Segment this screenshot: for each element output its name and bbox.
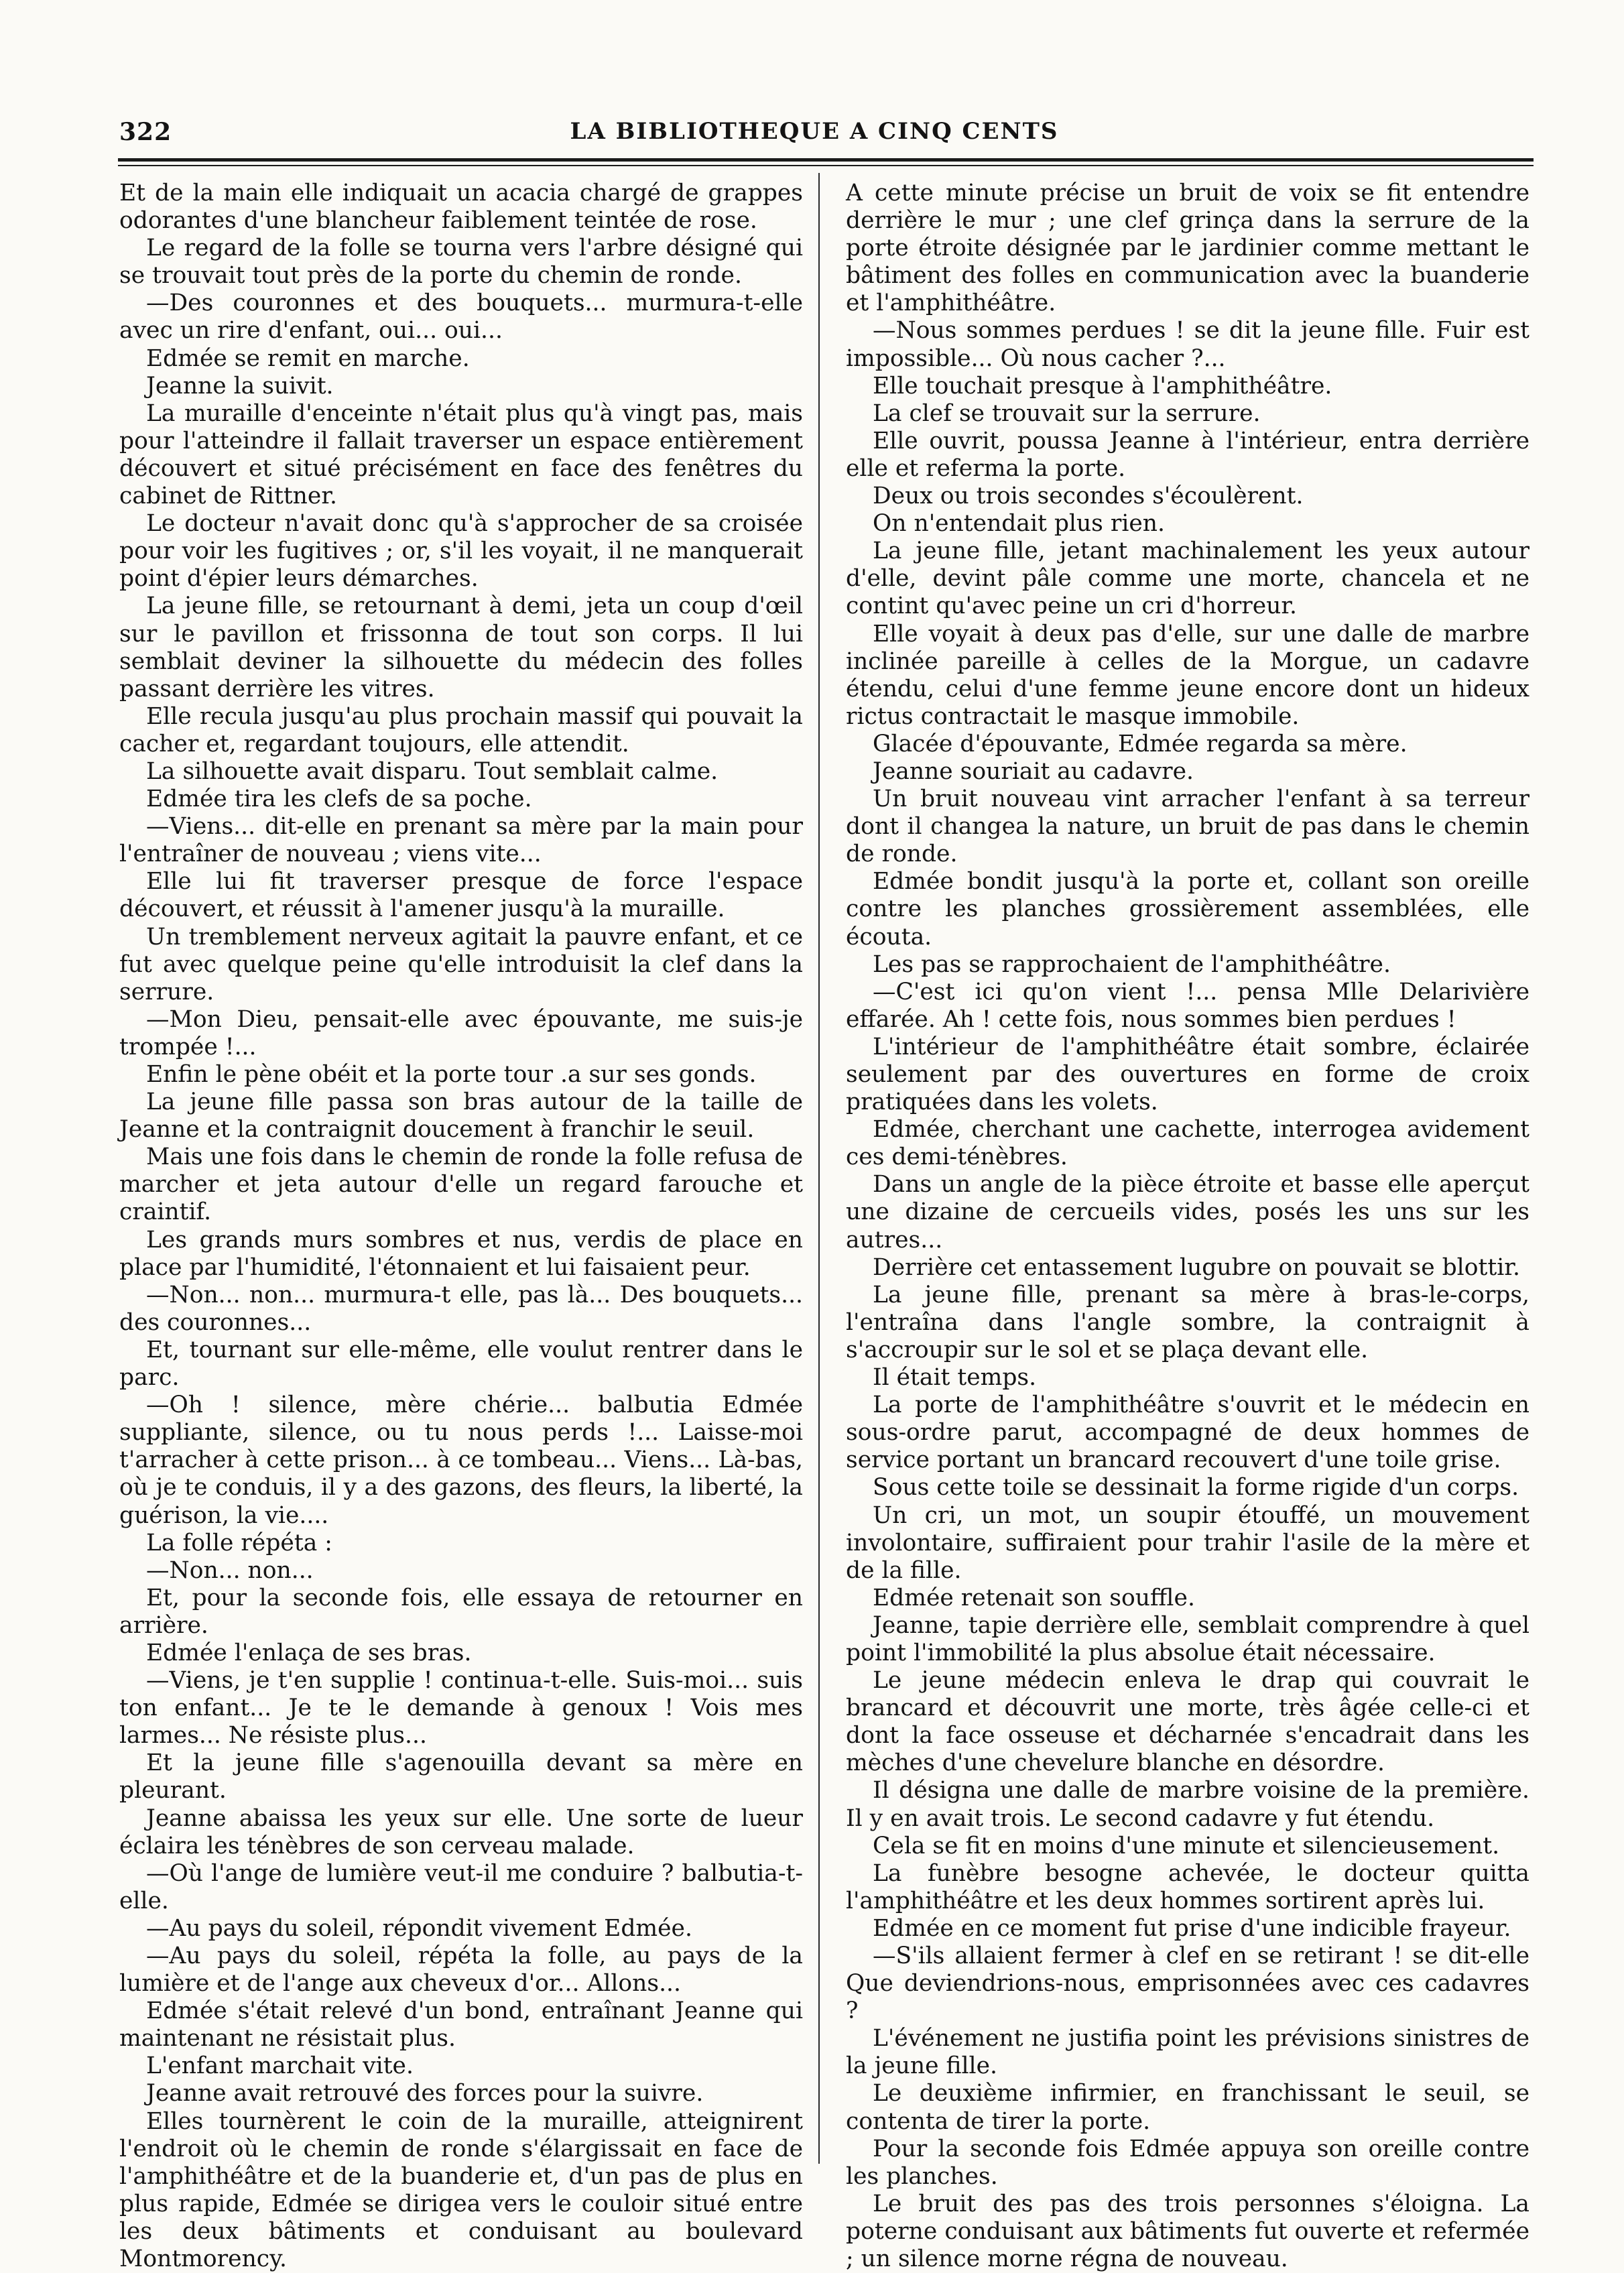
paragraph: Edmée bondit jusqu'à la porte et, collant son oreille contre les planches grossièrement assemblées, elle écouta. — [846, 868, 1529, 950]
paragraph: Les pas se rapprochaient de l'amphithéâtre. — [873, 950, 1391, 978]
paragraph: Et, pour la seconde fois, elle essaya de retourner en arrière. — [119, 1584, 803, 1639]
paragraph: La silhouette avait disparu. Tout semblait calme. — [146, 757, 719, 785]
paragraph: —Des couronnes et des bouquets... murmura-t-elle avec un rire d'enfant, oui... oui... — [119, 290, 803, 345]
paragraph: Deux ou trois secondes s'écoulèrent. — [873, 483, 1304, 510]
paragraph: Elle touchait presque à l'amphithéâtre. — [873, 372, 1332, 400]
header-rule-thick — [118, 158, 1534, 162]
paragraph: On n'entendait plus rien. — [873, 510, 1165, 538]
paragraph: Dans un angle de la pièce étroite et basse elle aperçut une dizaine de cercueils vides, posés les uns sur les autres... — [846, 1171, 1529, 1253]
paragraph: Elle ouvrit, poussa Jeanne à l'intérieur, entra derrière elle et referma la porte. — [846, 427, 1529, 482]
paragraph: Mais une fois dans le chemin de ronde la folle refusa de marcher et jeta autour d'elle un regard farouche et craintif. — [119, 1144, 803, 1226]
paragraph: Enfin le pène obéit et la porte tour .a sur ses gonds. — [146, 1061, 757, 1088]
paragraph: Sous cette toile se dessinait la forme rigide d'un corps. — [873, 1474, 1519, 1501]
left-column — [119, 180, 803, 2273]
paragraph: Le deuxième infirmier, en franchissant le seuil, se contenta de tirer la porte. — [846, 2080, 1529, 2135]
paragraph: Jeanne souriait au cadavre. — [873, 757, 1194, 785]
paragraph: La muraille d'enceinte n'était plus qu'à vingt pas, mais pour l'atteindre il fallait traverser un espace entièrement découvert et situé précisément en face des fenêtres du cabinet de Rittner. — [119, 400, 803, 510]
paragraph: Le bruit des pas des trois personnes s'éloigna. La poterne conduisant aux bâtiments fut ouverte et refermée ; un silence morne régna de nouveau. — [846, 2190, 1529, 2273]
paragraph: La jeune fille, prenant sa mère à bras-le-corps, l'entraîna dans l'angle sombre, la contraignit à s'accroupir sur le sol et se plaça devant elle. — [846, 1281, 1529, 1363]
running-title: LA BIBLIOTHEQUE A CINQ CENTS — [570, 118, 1059, 145]
page-header — [114, 118, 1515, 156]
paragraph: Edmée s'était relevé d'un bond, entraînant Jeanne qui maintenant ne résistait plus. — [119, 1998, 803, 2052]
paragraph: —Oh ! silence, mère chérie... balbutia Edmée suppliante, silence, ou tu nous perds !... Laisse-moi t'arracher à cette prison... à ce tombeau... Viens... Là-bas, où je te conduis, il y a des gazons, des fleurs, la liberté, la guérison, la vie.... — [119, 1392, 803, 1529]
paragraph: Et de la main elle indiquait un acacia chargé de grappes odorantes d'une blancheur faiblement teintée de rose. — [119, 180, 803, 235]
paragraph: La jeune fille passa son bras autour de la taille de Jeanne et la contraignit doucement à franchir le seuil. — [119, 1089, 803, 1144]
header-rule-thin — [118, 165, 1534, 166]
paragraph: Elles tournèrent le coin de la muraille, atteignirent l'endroit où le chemin de ronde s'élargissait en face de l'amphithéâtre et de la buanderie et, d'un pas de plus en plus rapide, Edmée se dirigea vers le couloir situé entre les deux bâtiments et conduisant au boulevard Montmorency. — [119, 2107, 803, 2273]
paragraph: La jeune fille, se retournant à demi, jeta un coup d'œil sur le pavillon et frissonna de tout son corps. Il lui semblait deviner la silhouette du médecin des folles passant derrière les vitres. — [119, 593, 803, 702]
paragraph: Elle lui fit traverser presque de force l'espace découvert, et réussit à l'amener jusqu'à la muraille. — [119, 868, 803, 923]
paragraph: Edmée retenait son souffle. — [873, 1584, 1195, 1611]
paragraph: Elle recula jusqu'au plus prochain massif qui pouvait la cacher et, regardant toujours, elle attendit. — [119, 702, 803, 757]
paragraph: —Viens, je t'en supplie ! continua-t-elle. Suis-moi... suis ton enfant... Je te le demande à genoux ! Vois mes larmes... Ne résiste plus... — [119, 1667, 803, 1749]
paragraph: L'événement ne justifia point les prévisions sinistres de la jeune fille. — [846, 2025, 1529, 2080]
paragraph: L'intérieur de l'amphithéâtre était sombre, éclairée seulement par des ouvertures en forme de croix pratiquées dans les volets. — [846, 1033, 1529, 1116]
paragraph: —Nous sommes perdues ! se dit la jeune fille. Fuir est impossible... Où nous cacher ?... — [846, 317, 1529, 372]
paragraph: Et la jeune fille s'agenouilla devant sa mère en pleurant. — [119, 1749, 803, 1804]
paragraph: Jeanne, tapie derrière elle, semblait comprendre à quel point l'immobilité la plus absolue était nécessaire. — [846, 1611, 1529, 1666]
page-number: 322 — [119, 118, 172, 146]
paragraph: Le regard de la folle se tourna vers l'arbre désigné qui se trouvait tout près de la porte du chemin de ronde. — [119, 235, 803, 290]
paragraph: Un bruit nouveau vint arracher l'enfant à sa terreur dont il changea la nature, un bruit de pas dans le chemin de ronde. — [846, 786, 1529, 868]
paragraph: L'enfant marchait vite. — [146, 2052, 414, 2080]
right-column — [846, 180, 1529, 2273]
paragraph: Cela se fit en moins d'une minute et silencieusement. — [873, 1832, 1500, 1859]
paragraph: Jeanne avait retrouvé des forces pour la suivre. — [146, 2080, 704, 2107]
paragraph: Et, tournant sur elle-même, elle voulut rentrer dans le parc. — [119, 1336, 803, 1392]
paragraph: Edmée tira les clefs de sa poche. — [146, 786, 532, 813]
paragraph: —Non... non... — [146, 1556, 314, 1584]
paragraph: La jeune fille, jetant machinalement les yeux autour d'elle, devint pâle comme une morte, chancela et ne contint qu'avec peine un cri d'horreur. — [846, 538, 1529, 620]
paragraph: Il désigna une dalle de marbre voisine de la première. Il y en avait trois. Le second cadavre y fut étendu. — [846, 1777, 1529, 1832]
column-divider — [818, 173, 820, 2164]
paragraph: Edmée l'enlaça de ses bras. — [146, 1639, 472, 1666]
paragraph: —Viens... dit-elle en prenant sa mère par la main pour l'entraîner de nouveau ; viens vite... — [119, 813, 803, 868]
paragraph: Il était temps. — [873, 1364, 1037, 1392]
paragraph: Les grands murs sombres et nus, verdis de place en place par l'humidité, l'étonnaient et lui faisaient peur. — [119, 1226, 803, 1281]
paragraph: Derrière cet entassement lugubre on pouvait se blottir. — [873, 1253, 1520, 1281]
paragraph: Le docteur n'avait donc qu'à s'approcher de sa croisée pour voir les fugitives ; or, s'il les voyait, il ne manquerait point d'épier leurs démarches. — [119, 510, 803, 593]
paragraph: A cette minute précise un bruit de voix se fit entendre derrière le mur ; une clef grinça dans la serrure de la porte étroite désignée par le jardinier comme mettant le bâtiment des folles en communication avec la buanderie et l'amphithéâtre. — [846, 180, 1529, 317]
paragraph: —Au pays du soleil, répondit vivement Edmée. — [146, 1914, 692, 1942]
paragraph: —C'est ici qu'on vient !... pensa Mlle Delarivière effarée. Ah ! cette fois, nous sommes bien perdues ! — [846, 978, 1529, 1033]
paragraph: Edmée en ce moment fut prise d'une indicible frayeur. — [873, 1914, 1511, 1942]
paragraph: Glacée d'épouvante, Edmée regarda sa mère. — [873, 730, 1408, 757]
paragraph: Un cri, un mot, un soupir étouffé, un mouvement involontaire, suffiraient pour trahir l'asile de la mère et de la fille. — [846, 1501, 1529, 1584]
paragraph: —Non... non... murmura-t elle, pas là... Des bouquets... des couronnes... — [119, 1281, 803, 1336]
paragraph: Un tremblement nerveux agitait la pauvre enfant, et ce fut avec quelque peine qu'elle introduisit la clef dans la serrure. — [119, 923, 803, 1005]
paragraph: Jeanne abaissa les yeux sur elle. Une sorte de lueur éclaira les ténèbres de son cerveau malade. — [119, 1804, 803, 1859]
paragraph: —S'ils allaient fermer à clef en se retirant ! se dit-elle Que deviendrions-nous, emprisonnées avec ces cadavres ? — [846, 1943, 1529, 2025]
paragraph: Edmée, cherchant une cachette, interrogea avidement ces demi-ténèbres. — [846, 1116, 1529, 1171]
paragraph: La porte de l'amphithéâtre s'ouvrit et le médecin en sous-ordre parut, accompagné de deux hommes de service portant un brancard recouvert d'une toile grise. — [846, 1392, 1529, 1474]
paragraph: —Mon Dieu, pensait-elle avec épouvante, me suis-je trompée !... — [119, 1005, 803, 1060]
paragraph: —Au pays du soleil, répéta la folle, au pays de la lumière et de l'ange aux cheveux d'or... Allons... — [119, 1943, 803, 1998]
paragraph: Elle voyait à deux pas d'elle, sur une dalle de marbre inclinée pareille à celles de la Morgue, un cadavre étendu, celui d'une femme jeune encore dont un hideux rictus contractait le masque immobile. — [846, 620, 1529, 730]
paragraph: Jeanne la suivit. — [146, 372, 334, 400]
paragraph: Pour la seconde fois Edmée appuya son oreille contre les planches. — [846, 2135, 1529, 2190]
paragraph: —Où l'ange de lumière veut-il me conduire ? balbutia-t-elle. — [119, 1859, 803, 1914]
paragraph: Le jeune médecin enleva le drap qui couvrait le brancard et découvrit une morte, très âgée celle-ci et dont la face osseuse et décharnée s'encadrait dans les mèches d'une chevelure blanche en désordre. — [846, 1667, 1529, 1777]
paragraph: La folle répéta : — [146, 1529, 332, 1556]
paragraph: La funèbre besogne achevée, le docteur quitta l'amphithéâtre et les deux hommes sortirent après lui. — [846, 1859, 1529, 1914]
paragraph: La clef se trouvait sur la serrure. — [873, 400, 1261, 427]
paragraph: Edmée se remit en marche. — [146, 345, 470, 372]
